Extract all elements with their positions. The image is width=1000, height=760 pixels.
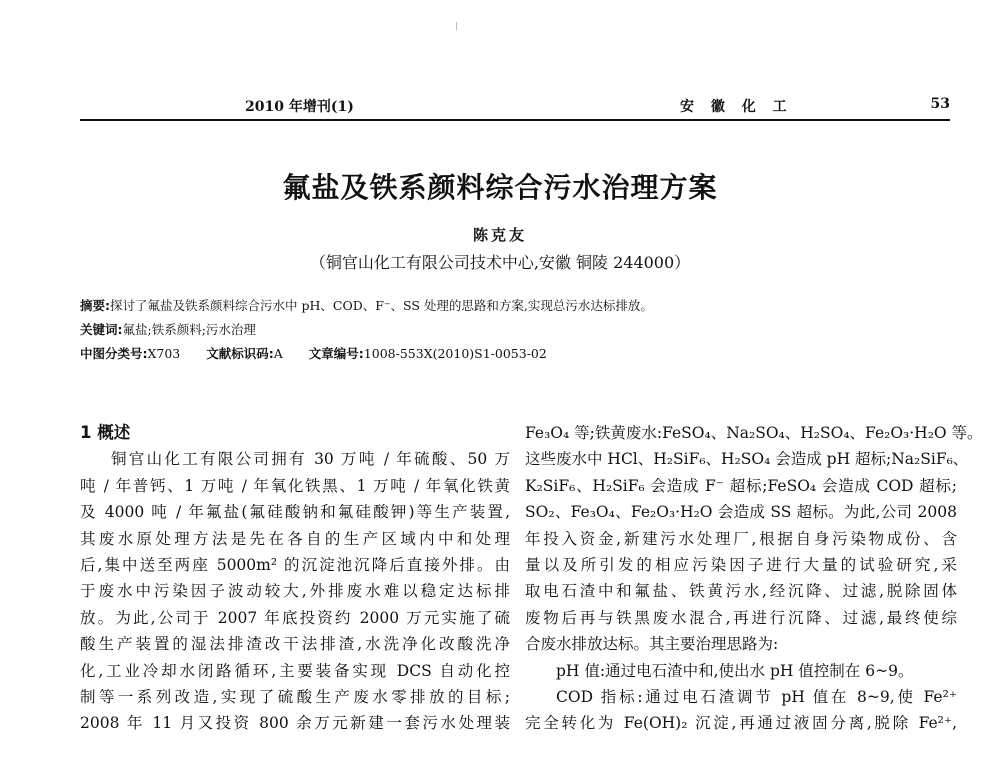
- paper-title: 氟盐及铁系颜料综合污水治理方案: [282, 171, 718, 204]
- keywords: [80, 320, 950, 338]
- classification-line: [80, 344, 950, 362]
- abstract-text: 探讨了氟盐及铁系颜料综合污水中 pH、COD、F⁻、SS 处理的思路和方案,实现总污水达标排放。: [110, 298, 653, 313]
- right-column: [525, 420, 983, 737]
- author-name: 陈克友: [472, 226, 527, 244]
- clc-label: 中图分类号:: [80, 346, 148, 361]
- keywords-label: 关键词:: [80, 322, 123, 337]
- left-column: [80, 420, 510, 737]
- scan-mark: [456, 22, 457, 30]
- abstract-label: 摘要:: [80, 298, 110, 313]
- author-affiliation: （铜官山化工有限公司技术中心,安徽 铜陵 244000）: [309, 253, 691, 272]
- body-line: 后,集中送至两座 5000m² 的沉淀池沉降后直接外排。由: [80, 556, 510, 575]
- body-line: 酸生产装置的湿法排渣改干法排渣,水洗净化改酸洗净: [80, 635, 510, 654]
- doc-code-label: 文献标识码:: [206, 346, 274, 361]
- body-line: Fe₃O₄ 等;铁黄废水:FeSO₄、Na₂SO₄、H₂SO₄、Fe₂O₃·H₂O 等。: [525, 424, 983, 442]
- section-heading: 1 概述: [80, 423, 131, 442]
- body-line: 化,工业冷却水闭路循环,主要装备实现 DCS 自动化控: [80, 661, 510, 680]
- body-line: 于废水中污染因子波动较大,外排废水难以稳定达标排: [80, 582, 510, 601]
- header-rule: [80, 119, 950, 121]
- body-line: 合废水排放达标。其主要治理思路为:: [525, 635, 779, 654]
- article-no-label: 文章编号:: [308, 346, 364, 361]
- body-line: 废物后再与铁黑废水混合,再进行沉降、过滤,最终使综: [525, 608, 957, 627]
- body-line: 这些废水中 HCl、H₂SiF₆、H₂SO₄ 会造成 pH 超标;Na₂SiF₆、: [525, 450, 969, 469]
- running-header: [80, 96, 950, 118]
- body-line: 放。为此,公司于 2007 年底投资约 2000 万元实施了硫: [80, 608, 510, 627]
- body-line: COD 指标:通过电石渣调节 pH 值在 8~9,使 Fe²⁺: [556, 688, 957, 707]
- body-line: 及 4000 吨 / 年氟盐(氟硅酸钠和氟硅酸钾)等生产装置,: [80, 503, 510, 522]
- body-line: 取电石渣中和氟盐、铁黄污水,经沉降、过滤,脱除固体: [525, 582, 957, 601]
- journal-issue: 2010 年增刊(1): [245, 99, 354, 115]
- keywords-text: 氟盐;铁系颜料;污水治理: [122, 322, 256, 337]
- body-line: 制等一系列改造,实现了硫酸生产废水零排放的目标;: [80, 688, 510, 707]
- body-line: 完全转化为 Fe(OH)₂ 沉淀,再通过液固分离,脱除 Fe²⁺,: [525, 714, 957, 733]
- doc-code-value: A: [273, 346, 283, 361]
- body-line: 2008 年 11 月又投资 800 余万元新建一套污水处理装: [80, 714, 510, 733]
- body-line: 吨 / 年普钙、1 万吨 / 年氧化铁黑、1 万吨 / 年氧化铁黄: [80, 476, 510, 495]
- body-line: 铜官山化工有限公司拥有 30 万吨 / 年硫酸、50 万: [111, 450, 510, 469]
- article-no-value: 1008-553X(2010)S1-0053-02: [363, 346, 547, 361]
- body-line: 其废水原处理方法是先在各自的生产区域内中和处理: [80, 529, 510, 548]
- body-line: K₂SiF₆、H₂SiF₆ 会造成 F⁻ 超标;FeSO₄ 会造成 COD 超标;: [525, 476, 957, 495]
- clc-value: X703: [147, 346, 181, 361]
- abstract: [80, 296, 950, 314]
- journal-name: 安 徽 化 工: [680, 99, 793, 115]
- page-number: 53: [930, 96, 950, 112]
- body-line: pH 值:通过电石渣中和,使出水 pH 值控制在 6~9。: [556, 661, 914, 680]
- body-line: 年投入资金,新建污水处理厂,根据自身污染物成份、含: [525, 529, 957, 548]
- body-line: SO₂、Fe₃O₄、Fe₂O₃·H₂O 会造成 SS 超标。为此,公司 2008: [525, 503, 957, 522]
- body-line: 量以及所引发的相应污染因子进行大量的试验研究,采: [525, 556, 957, 575]
